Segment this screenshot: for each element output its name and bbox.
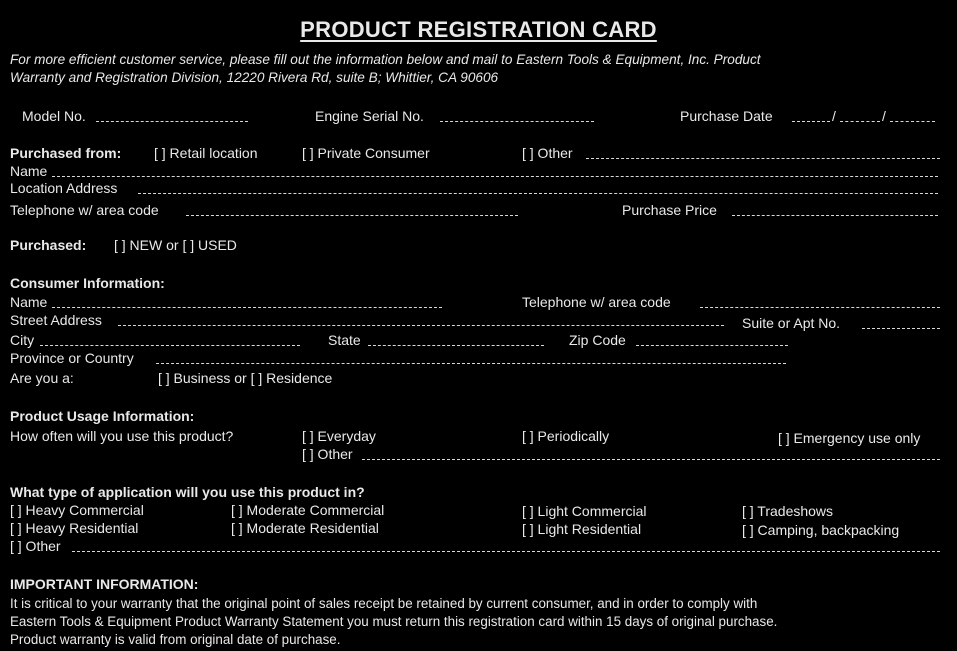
important-heading: IMPORTANT INFORMATION: xyxy=(10,576,199,592)
usage-question: How often will you use this product? xyxy=(10,428,234,444)
city-field[interactable] xyxy=(40,345,300,346)
engine-serial-field[interactable] xyxy=(440,121,594,122)
engine-serial-label: Engine Serial No. xyxy=(315,108,424,124)
application-other-checkbox[interactable]: [ ] Other xyxy=(10,538,61,554)
street-address-field[interactable] xyxy=(118,325,724,326)
seller-telephone-label: Telephone w/ area code xyxy=(10,202,159,218)
heavy-residential-checkbox[interactable]: [ ] Heavy Residential xyxy=(10,520,139,536)
state-label: State xyxy=(328,332,361,348)
consumer-telephone-label: Telephone w/ area code xyxy=(522,294,671,310)
zip-code-label: Zip Code xyxy=(569,332,626,348)
seller-telephone-field[interactable] xyxy=(186,215,518,216)
tradeshows-checkbox[interactable]: [ ] Tradeshows xyxy=(742,503,834,519)
other-source-checkbox[interactable]: [ ] Other xyxy=(522,145,573,161)
intro-line-1: For more efficient customer service, please fill out the information below and mail to Eastern Tools & Equipment, Inc. Product xyxy=(10,52,761,67)
location-address-field[interactable] xyxy=(138,193,938,194)
application-heading: What type of application will you use this product in? xyxy=(10,484,365,500)
retail-location-checkbox[interactable]: [ ] Retail location xyxy=(154,145,258,161)
seller-name-field[interactable] xyxy=(52,176,938,177)
purchase-date-month-field[interactable] xyxy=(792,121,830,122)
private-consumer-checkbox[interactable]: [ ] Private Consumer xyxy=(302,145,430,161)
street-address-label: Street Address xyxy=(10,312,102,328)
consumer-telephone-field[interactable] xyxy=(700,307,940,308)
purchase-date-day-field[interactable] xyxy=(840,121,880,122)
model-field[interactable] xyxy=(96,121,248,122)
camping-checkbox[interactable]: [ ] Camping, backpacking xyxy=(742,522,900,538)
other-source-field[interactable] xyxy=(586,158,940,159)
consumer-name-label: Name xyxy=(10,294,48,310)
new-used-checkboxes[interactable]: [ ] NEW or [ ] USED xyxy=(114,237,237,253)
card-title: PRODUCT REGISTRATION CARD xyxy=(300,17,657,42)
state-field[interactable] xyxy=(368,345,544,346)
date-separator-2: / xyxy=(882,108,886,124)
province-field[interactable] xyxy=(156,363,786,364)
periodically-checkbox[interactable]: [ ] Periodically xyxy=(522,428,610,444)
light-residential-checkbox[interactable]: [ ] Light Residential xyxy=(522,521,642,537)
usage-heading: Product Usage Information: xyxy=(10,408,195,424)
business-residence-checkboxes[interactable]: [ ] Business or [ ] Residence xyxy=(158,370,333,386)
consumer-info-heading: Consumer Information: xyxy=(10,275,165,291)
everyday-checkbox[interactable]: [ ] Everyday xyxy=(302,428,376,444)
zip-code-field[interactable] xyxy=(636,345,788,346)
date-separator-1: / xyxy=(832,108,836,124)
purchased-from-heading: Purchased from: xyxy=(10,145,122,161)
city-label: City xyxy=(10,332,35,348)
location-address-label: Location Address xyxy=(10,180,118,196)
emergency-checkbox[interactable]: [ ] Emergency use only xyxy=(778,430,921,446)
model-label: Model No. xyxy=(22,108,86,124)
light-commercial-checkbox[interactable]: [ ] Light Commercial xyxy=(522,503,647,519)
application-other-field[interactable] xyxy=(72,551,940,552)
purchase-price-field[interactable] xyxy=(732,215,938,216)
are-you-label: Are you a: xyxy=(10,370,74,386)
consumer-name-field[interactable] xyxy=(52,307,442,308)
purchase-date-year-field[interactable] xyxy=(890,121,935,122)
suite-label: Suite or Apt No. xyxy=(742,315,841,331)
purchase-price-label: Purchase Price xyxy=(622,202,717,218)
usage-other-checkbox[interactable]: [ ] Other xyxy=(302,446,353,462)
intro-line-2: Warranty and Registration Division, 12220 Rivera Rd, suite B; Whittier, CA 90606 xyxy=(10,70,499,85)
heavy-commercial-checkbox[interactable]: [ ] Heavy Commercial xyxy=(10,502,144,518)
important-line-1: It is critical to your warranty that the original point of sales receipt be retained by current consumer, and in order to comply with xyxy=(10,596,758,611)
seller-name-label: Name xyxy=(10,163,48,179)
important-line-2: Eastern Tools & Equipment Product Warranty Statement you must return this registration card within 15 days of original purchase. xyxy=(10,614,778,629)
purchase-date-label: Purchase Date xyxy=(680,108,773,124)
moderate-commercial-checkbox[interactable]: [ ] Moderate Commercial xyxy=(231,502,385,518)
moderate-residential-checkbox[interactable]: [ ] Moderate Residential xyxy=(231,520,379,536)
purchased-heading: Purchased: xyxy=(10,237,87,253)
important-line-3: Product warranty is valid from original date of purchase. xyxy=(10,632,341,647)
usage-other-field[interactable] xyxy=(362,459,940,460)
province-label: Province or Country xyxy=(10,350,134,366)
suite-field[interactable] xyxy=(862,328,940,329)
